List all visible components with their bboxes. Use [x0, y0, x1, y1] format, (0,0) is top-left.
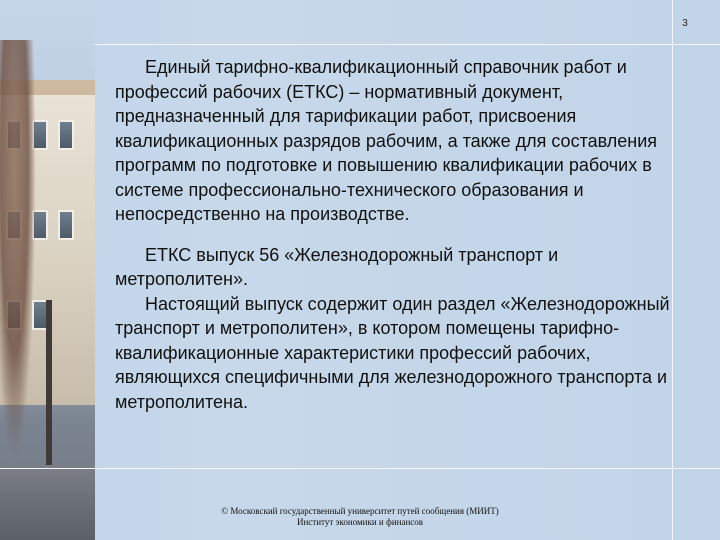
- tree-trunk: [46, 300, 52, 470]
- etks-issue-paragraph: ЕТКС выпуск 56 «Железнодорожный транспорт и метрополитен».: [115, 244, 559, 289]
- tree-foliage: [0, 40, 36, 460]
- building-window: [58, 210, 74, 240]
- top-divider: [95, 44, 720, 45]
- footer: [150, 506, 570, 528]
- ground: [0, 465, 95, 540]
- page-number: 3: [682, 18, 688, 29]
- etks-definition-paragraph: Единый тарифно-квалификационный справочник работ и профессий рабочих (ЕТКС) – нормативный документ, предназначенный для тарификации работ, присвоения квалификационных разрядов рабочим, а также для составления программ по подготовке и повышению квалификации рабочих в системе профессионально-технического образования и непосредственно на производстве.: [115, 57, 658, 224]
- issue-contents-paragraph: Настоящий выпуск содержит один раздел «Железнодорожный транспорт и метрополитен», в котором помещены тарифно-квалификационные характеристики профессий рабочих, являющихся специфичными для железнодорожного транспорта и метрополитена.: [115, 293, 670, 412]
- slide-text: [115, 55, 680, 414]
- building-photo: [0, 0, 95, 540]
- footer-university: © Московский государственный университет путей сообщения (МИИТ): [221, 506, 499, 516]
- footer-institute: Институт экономики и финансов: [296, 517, 424, 527]
- building-window: [58, 120, 74, 150]
- bottom-divider: [0, 468, 720, 469]
